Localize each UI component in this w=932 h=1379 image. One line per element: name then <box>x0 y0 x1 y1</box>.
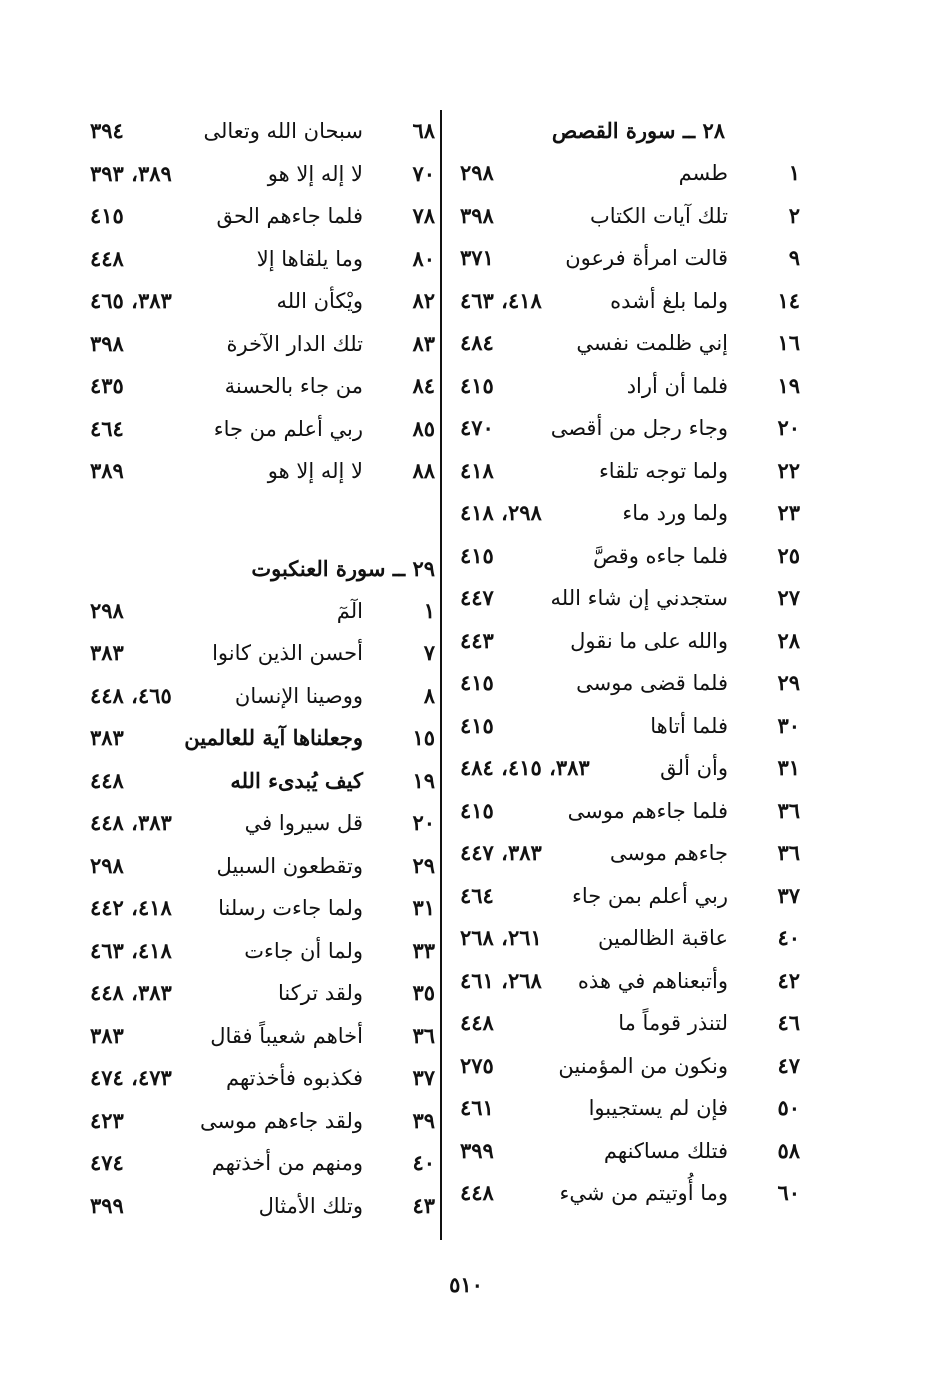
verse-number: ٧٨ <box>412 203 435 228</box>
verse-number: ٢٠ <box>777 415 800 440</box>
verse-phrase: ولقد جاءهم موسى <box>199 1108 363 1133</box>
verse-phrase: ولما أن جاءت <box>244 938 363 963</box>
verse-number: ٢٩ <box>777 670 800 695</box>
verse-number: ٣٦ <box>412 1022 435 1048</box>
verse-phrase: تلك آيات الكتاب <box>589 203 728 228</box>
index-row <box>460 450 800 493</box>
verse-phrase: وأن ألق <box>660 756 728 780</box>
page-references: ٤٦٥، ٤٤٨ <box>90 682 172 708</box>
verse-phrase: لا إله إلا هو <box>267 459 363 483</box>
verse-phrase: ولما توجه تلقاء <box>598 458 728 483</box>
verse-number: ٤٠ <box>412 1150 435 1175</box>
verse-phrase: طسم <box>678 161 728 185</box>
index-row <box>460 1087 800 1130</box>
page-references: ٣٩٨ <box>90 330 124 356</box>
page-references: ٤١٨، ٤٤٢ <box>90 895 172 920</box>
verse-phrase: فلما جاءهم الحق <box>216 204 363 228</box>
index-row <box>90 450 435 493</box>
page-references: ٣٨٣ <box>90 640 124 665</box>
page-references: ٣٨٩، ٣٩٣ <box>90 160 172 186</box>
index-row <box>460 832 800 875</box>
verse-phrase: ولما جاءت رسلنا <box>218 896 363 920</box>
index-row <box>460 237 800 280</box>
page-references: ٤٤٨ <box>90 245 124 271</box>
index-row <box>460 662 800 705</box>
verse-phrase: ويْكأن الله <box>276 289 363 313</box>
index-row <box>460 365 800 408</box>
verse-phrase: لتنذر قوماً ما <box>618 1011 728 1035</box>
page-references: ٤٧٤ <box>90 1150 124 1175</box>
index-row <box>460 1130 800 1173</box>
verse-phrase: ربي أعلم من جاء <box>213 416 363 441</box>
verse-phrase: فلما جاءه وقصَّ <box>592 543 728 568</box>
page-references: ٤١٥ <box>460 797 494 823</box>
verse-phrase: لا إله إلا هو <box>267 161 363 186</box>
verse-number: ٢ <box>788 202 800 228</box>
verse-phrase: ولما بلغ أشده <box>610 288 728 313</box>
verse-number: ٤٠ <box>777 925 800 950</box>
page-references: ٣٨٩ <box>90 458 124 483</box>
index-row <box>460 492 800 535</box>
page-references: ٣٩٨ <box>460 202 494 228</box>
verse-phrase: وأتبعناهم في هذه <box>577 968 728 993</box>
index-row <box>460 620 800 663</box>
index-row <box>460 747 800 790</box>
page-references: ٣٨٣ <box>90 1022 124 1048</box>
page-references: ٣٧١ <box>460 245 494 270</box>
verse-number: ٦٠ <box>777 1180 800 1205</box>
verse-number: ٢٧ <box>777 585 800 610</box>
index-row <box>90 365 435 408</box>
index-row <box>90 110 435 153</box>
page-references: ٤٤٣ <box>460 627 494 653</box>
verse-number: ١ <box>423 597 435 623</box>
verse-number: ٣٦ <box>777 797 800 823</box>
index-row <box>460 152 800 195</box>
verse-number: ٨٢ <box>412 288 435 313</box>
verse-number: ٣٩ <box>412 1107 435 1133</box>
verse-number: ٨٣ <box>412 330 435 356</box>
verse-number: ٢٣ <box>777 500 800 525</box>
index-row <box>90 1057 435 1100</box>
page-references: ٤١٨، ٤٦٣ <box>460 287 542 313</box>
index-row <box>90 632 435 675</box>
page-references: ٤٧٠ <box>460 415 494 440</box>
verse-number: ٦٨ <box>412 118 435 143</box>
page-references: ٤٧٣، ٤٧٤ <box>90 1065 172 1090</box>
page-references: ٤٤٨ <box>460 1180 494 1205</box>
verse-number: ٣٦ <box>777 840 800 865</box>
index-row <box>460 1172 800 1215</box>
index-row <box>460 322 800 365</box>
page-references: ٢٩٨ <box>460 160 494 185</box>
verse-phrase: ونكون من المؤمنين <box>558 1053 728 1078</box>
verse-number: ١٩ <box>412 767 435 793</box>
index-row <box>90 153 435 196</box>
verse-number: ٣١ <box>412 895 435 920</box>
verse-number: ٣٣ <box>412 937 435 963</box>
index-row <box>460 917 800 960</box>
verse-phrase: فلما جاءهم موسى <box>567 798 728 823</box>
verse-phrase: ربي أعلم بمن جاء <box>571 883 728 908</box>
index-row <box>460 875 800 918</box>
index-row <box>90 675 435 718</box>
index-row <box>460 280 800 323</box>
verse-number: ٢٩ <box>412 852 435 878</box>
page-references: ٣٨٣، ٤٤٧ <box>460 840 542 865</box>
index-row <box>460 577 800 620</box>
verse-phrase: ستجدني إن شاء الله <box>550 586 728 610</box>
verse-number: ٨٥ <box>412 415 435 441</box>
verse-phrase: ومنهم من أخذتهم <box>211 1151 363 1175</box>
page-references: ٣٨٣ <box>90 725 124 750</box>
verse-number: ٣٧ <box>412 1065 435 1090</box>
page-references: ٤٣٥ <box>90 373 124 398</box>
index-row <box>90 930 435 973</box>
column-divider <box>440 110 442 1240</box>
page-references: ٤١٥ <box>460 372 494 398</box>
verse-number: ٢٨ <box>777 627 800 653</box>
verse-phrase: وما أُوتيتم من شيء <box>559 1181 728 1205</box>
page-references: ٣٨٣، ٤٤٨ <box>90 810 172 835</box>
index-row <box>90 1100 435 1143</box>
verse-number: ٩ <box>788 245 800 270</box>
surah-heading-qasas: ٢٨ ــ سورة القصص <box>551 118 725 143</box>
verse-number: ٢٥ <box>777 542 800 568</box>
page-references: ٤٤٨ <box>460 1010 494 1035</box>
page-references: ٢٩٨، ٤١٨ <box>460 500 542 525</box>
verse-number: ٧ <box>423 640 435 665</box>
index-row <box>90 1185 435 1228</box>
verse-number: ٢٠ <box>412 810 435 835</box>
verse-phrase: ولقد تركنا <box>277 981 363 1005</box>
verse-number: ٤٣ <box>412 1192 435 1218</box>
index-row <box>460 535 800 578</box>
page-references: ٢٦٨، ٤٦١ <box>460 967 542 993</box>
index-row <box>90 717 435 760</box>
verse-phrase: إني ظلمت نفسي <box>576 331 728 355</box>
verse-phrase: ووصينا الإنسان <box>234 683 363 708</box>
verse-number: ١ <box>788 160 800 185</box>
right-index-list <box>460 152 800 1215</box>
index-row <box>460 1002 800 1045</box>
index-row <box>90 1015 435 1058</box>
verse-phrase: والله على ما نقول <box>570 628 728 653</box>
verse-phrase: فلما قضى موسى <box>576 671 728 695</box>
page-references: ٤١٥ <box>460 712 494 738</box>
verse-phrase: قالت امرأة فرعون <box>565 246 728 270</box>
page-references: ٤٨٤ <box>460 330 494 355</box>
verse-phrase: تلك الدار الآخرة <box>226 331 363 356</box>
page-references: ٤٢٣ <box>90 1107 124 1133</box>
verse-number: ٧٠ <box>412 160 435 186</box>
index-row <box>90 280 435 323</box>
verse-phrase: من جاء بالحسنة <box>224 374 363 398</box>
page-references: ٢٩٨ <box>90 597 124 623</box>
page-references: ٣٨٣، ٤١٥، ٤٨٤ <box>460 755 590 780</box>
section-spacer <box>90 493 435 548</box>
left-index-list-top <box>90 110 435 493</box>
right-column <box>460 110 800 1215</box>
page-references: ٤٦١ <box>460 1095 494 1120</box>
left-column <box>90 110 435 1227</box>
verse-phrase: أخاهم شعيباً فقال <box>210 1023 363 1048</box>
verse-phrase: جاءهم موسى <box>609 841 728 865</box>
verse-number: ١٤ <box>777 287 800 313</box>
left-index-list-bottom <box>90 590 435 1228</box>
verse-number: ١٦ <box>777 330 800 355</box>
page-references: ٤١٥ <box>460 670 494 695</box>
page-references: ٤٤٧ <box>460 585 494 610</box>
verse-phrase: الٓمٓ <box>336 598 363 623</box>
index-row <box>460 195 800 238</box>
verse-number: ٣٧ <box>777 882 800 908</box>
index-row <box>90 887 435 930</box>
page-references: ٣٩٤ <box>90 118 124 143</box>
verse-number: ٣٥ <box>412 980 435 1005</box>
verse-number: ٤٦ <box>777 1010 800 1035</box>
verse-phrase: ولما ورد ماء <box>622 501 728 525</box>
verse-phrase: وتلك الأمثال <box>258 1193 363 1218</box>
index-row <box>90 408 435 451</box>
index-row <box>460 960 800 1003</box>
index-row <box>90 195 435 238</box>
page-references: ٢٧٥ <box>460 1052 494 1078</box>
page-references: ٢٦١، ٢٦٨ <box>460 925 542 950</box>
verse-phrase: فلما أتاها <box>650 713 728 738</box>
page-references: ٢٩٨ <box>90 852 124 878</box>
verse-phrase: فكذبوه فأخذتهم <box>226 1066 363 1090</box>
page-references: ٣٩٩ <box>90 1192 124 1218</box>
page-references: ٤٤٨ <box>90 767 124 793</box>
page-references: ٤١٨، ٤٦٣ <box>90 937 172 963</box>
verse-phrase: كيف يُبدىء الله <box>230 767 363 793</box>
verse-number: ٨٨ <box>412 458 435 483</box>
verse-phrase: وما يلقاها إلا <box>256 246 363 271</box>
verse-phrase: عاقبة الظالمين <box>598 926 728 950</box>
page-number: ٥١٠ <box>449 1272 483 1297</box>
verse-number: ١٩ <box>777 372 800 398</box>
index-row <box>90 323 435 366</box>
verse-number: ٤٧ <box>777 1052 800 1078</box>
page-references: ٣٩٩ <box>460 1137 494 1163</box>
verse-phrase: فلما أن أراد <box>626 373 728 398</box>
verse-phrase: وجاء رجل من أقصى <box>550 416 728 440</box>
index-row <box>460 1045 800 1088</box>
verse-phrase: أحسن الذين كانوا <box>212 641 363 665</box>
index-row <box>460 705 800 748</box>
verse-phrase: قل سيروا في <box>244 811 363 835</box>
page-references: ٤٦٤ <box>460 882 494 908</box>
page-references: ٤١٨ <box>460 457 494 483</box>
verse-phrase: فتلك مساكنهم <box>603 1138 728 1163</box>
index-row <box>90 802 435 845</box>
verse-phrase: فإن لم يستجيبوا <box>588 1096 728 1120</box>
page-references: ٣٨٣، ٤٤٨ <box>90 980 172 1005</box>
verse-phrase: وتقطعون السبيل <box>216 853 363 878</box>
page-references: ٤٦٤ <box>90 415 124 441</box>
index-row <box>90 760 435 803</box>
index-row <box>460 790 800 833</box>
verse-number: ٣٠ <box>777 712 800 738</box>
index-row <box>90 1142 435 1185</box>
page-references: ٣٨٣، ٤٦٥ <box>90 288 172 313</box>
verse-number: ٣١ <box>777 755 800 780</box>
index-row <box>90 590 435 633</box>
page-references: ٤١٥ <box>460 542 494 568</box>
verse-number: ٢٢ <box>777 457 800 483</box>
verse-number: ٨٤ <box>412 373 435 398</box>
index-row <box>90 238 435 281</box>
verse-number: ٤٢ <box>777 967 800 993</box>
verse-number: ٨ <box>423 682 435 708</box>
verse-number: ٥٠ <box>777 1095 800 1120</box>
verse-number: ١٥ <box>412 725 435 750</box>
verse-number: ٨٠ <box>412 245 435 271</box>
page-references: ٤١٥ <box>90 203 124 228</box>
verse-phrase: سبحان الله وتعالى <box>203 119 363 143</box>
verse-phrase: وجعلناها آية للعالمين <box>184 725 363 750</box>
index-row <box>90 845 435 888</box>
surah-heading-ankabut: ٢٩ ــ سورة العنكبوت <box>251 555 435 581</box>
verse-number: ٥٨ <box>777 1137 800 1163</box>
index-row <box>90 972 435 1015</box>
index-row <box>460 407 800 450</box>
